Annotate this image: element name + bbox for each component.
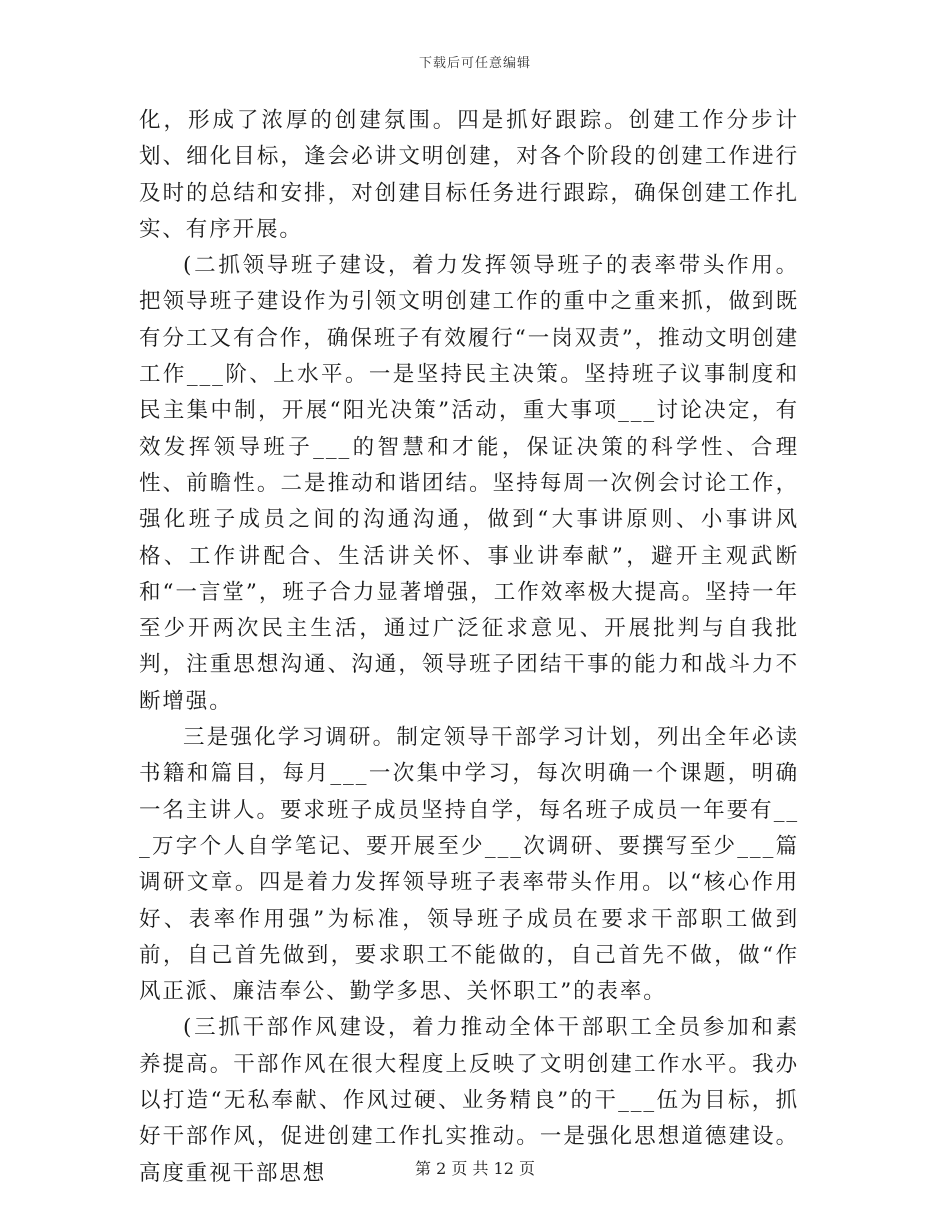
paragraph: 化，形成了浓厚的创建氛围。四是抓好跟踪。创建工作分步计划、细化目标，逢会必讲文明创建，对各个阶段的创建工作进行及时的总结和安排，对创建目标任务进行跟踪，确保创建工作扎实、有序开展。 — [139, 108, 799, 242]
page-header: 下载后可任意编辑 — [418, 56, 531, 71]
paragraph: (三抓干部作风建设，着力推动全体干部职工全员参加和素养提高。干部作风在很大程度上反映了文明创建工作水平。我办以打造“无私奉献、作风过硬、业务精良”的干___伍为目标，抓好干部作风，促进创建工作扎实推动。一是强化思想道德建设。高度重视干部思想 — [139, 1015, 799, 1186]
paragraph: 三是强化学习调研。制定领导干部学习计划，列出全年必读书籍和篇目，每月___一次集中学习，每次明确一个课题，明确一名主讲人。要求班子成员坚持自学，每名班子成员一年要有___万字个人自学笔记、要开展至少___次调研、要撰写至少___篇调研文章。四是着力发挥领导班子表率带头作用。以“核心作用好、表率作用强”为标准，领导班子成员在要求干部职工做到前，自己首先做到，要求职工不能做的，自己首先不做，做“作风正派、廉洁奉公、勤学多思、关怀职工”的表率。 — [139, 725, 799, 1005]
page-number: 第 2 页 共 12 页 — [415, 1159, 535, 1178]
paragraph: (二抓领导班子建设，着力发挥领导班子的表率带头作用。把领导班子建设作为引领文明创建工作的重中之重来抓，做到既有分工又有合作，确保班子有效履行“一岗双责”，推动文明创建工作___阶、上水平。一是坚持民主决策。坚持班子议事制度和民主集中制，开展“阳光决策”活动，重大事项___讨论决定，有效发挥领导班子___的智慧和才能，保证决策的科学性、合理性、前瞻性。二是推动和谐团结。坚持每周一次例会讨论工作，强化班子成员之间的沟通沟通，做到“大事讲原则、小事讲风格、工作讲配合、生活讲关怀、事业讲奉献”，避开主观武断和“一言堂”，班子合力显著增强，工作效率极大提高。坚持一年至少开两次民主生活，通过广泛征求意见、开展批判与自我批判，注重思想沟通、沟通，领导班子团结干事的能力和战斗力不断增强。 — [139, 253, 799, 714]
document-body — [139, 103, 799, 1192]
